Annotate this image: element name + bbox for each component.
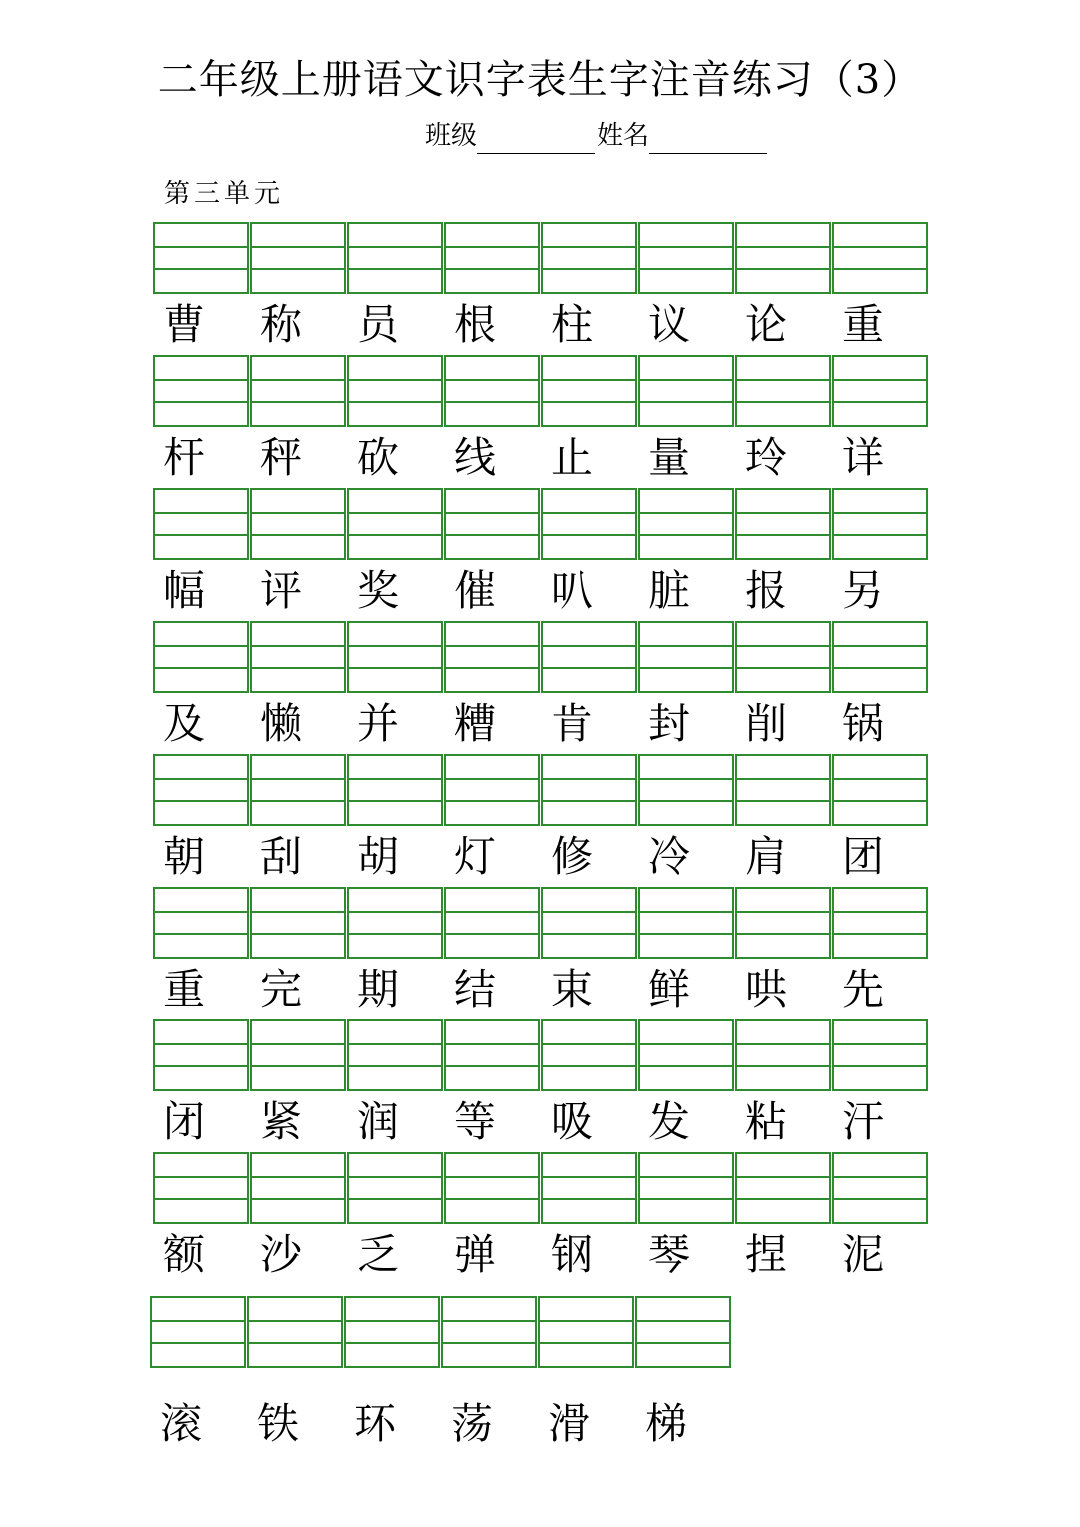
pinyin-cell[interactable] — [250, 222, 346, 294]
pinyin-cell[interactable] — [250, 355, 346, 427]
pinyin-cell[interactable] — [250, 1019, 346, 1091]
pinyin-cell[interactable] — [541, 621, 637, 693]
hanzi-character: 论 — [745, 300, 788, 349]
hanzi-character: 锅 — [842, 699, 885, 748]
pinyin-cell[interactable] — [153, 887, 249, 959]
pinyin-cell[interactable] — [735, 488, 831, 560]
name-label: 姓名 — [597, 121, 650, 151]
hanzi-character: 奖 — [357, 566, 400, 615]
hanzi-character: 琴 — [648, 1230, 691, 1279]
pinyin-cell[interactable] — [347, 887, 443, 959]
pinyin-grid-row — [153, 355, 929, 427]
class-label: 班级 — [425, 121, 478, 151]
pinyin-cell[interactable] — [541, 488, 637, 560]
character-row — [153, 830, 929, 884]
pinyin-cell[interactable] — [638, 1152, 734, 1224]
hanzi-character: 刮 — [260, 832, 303, 881]
pinyin-grid-row — [153, 754, 929, 826]
pinyin-cell[interactable] — [735, 1019, 831, 1091]
pinyin-cell[interactable] — [538, 1296, 634, 1368]
pinyin-cell[interactable] — [150, 1296, 246, 1368]
student-info — [425, 118, 769, 154]
character-row — [153, 1095, 929, 1149]
hanzi-character: 削 — [745, 699, 788, 748]
hanzi-character: 发 — [648, 1097, 691, 1146]
hanzi-character: 汗 — [842, 1097, 885, 1146]
pinyin-cell[interactable] — [347, 355, 443, 427]
hanzi-character: 叭 — [551, 566, 594, 615]
hanzi-character: 紧 — [260, 1097, 303, 1146]
pinyin-cell[interactable] — [832, 754, 928, 826]
pinyin-cell[interactable] — [638, 355, 734, 427]
pinyin-cell[interactable] — [638, 488, 734, 560]
pinyin-cell[interactable] — [735, 1152, 831, 1224]
pinyin-cell[interactable] — [541, 887, 637, 959]
hanzi-character: 及 — [163, 699, 206, 748]
hanzi-character: 沙 — [260, 1230, 303, 1279]
pinyin-cell[interactable] — [444, 887, 540, 959]
hanzi-character: 鲜 — [648, 965, 691, 1014]
name-blank[interactable] — [649, 127, 767, 154]
pinyin-cell[interactable] — [638, 754, 734, 826]
pinyin-cell[interactable] — [441, 1296, 537, 1368]
hanzi-character: 束 — [551, 965, 594, 1014]
pinyin-cell[interactable] — [638, 1019, 734, 1091]
pinyin-cell[interactable] — [347, 754, 443, 826]
hanzi-character: 完 — [260, 965, 303, 1014]
hanzi-character: 粘 — [745, 1097, 788, 1146]
pinyin-cell[interactable] — [541, 1152, 637, 1224]
hanzi-character: 滚 — [160, 1399, 203, 1448]
pinyin-grid-row — [153, 488, 929, 560]
pinyin-cell[interactable] — [444, 1152, 540, 1224]
page-title: 二年级上册语文识字表生字注音练习（3） — [157, 57, 923, 103]
pinyin-cell[interactable] — [444, 355, 540, 427]
pinyin-cell[interactable] — [541, 355, 637, 427]
hanzi-character: 封 — [648, 699, 691, 748]
pinyin-grid-row — [153, 887, 929, 959]
pinyin-cell[interactable] — [638, 887, 734, 959]
hanzi-character: 议 — [648, 300, 691, 349]
hanzi-character: 懒 — [260, 699, 303, 748]
pinyin-cell[interactable] — [250, 488, 346, 560]
hanzi-character: 灯 — [454, 832, 497, 881]
hanzi-character: 肯 — [551, 699, 594, 748]
hanzi-character: 朝 — [163, 832, 206, 881]
pinyin-cell[interactable] — [347, 621, 443, 693]
pinyin-cell[interactable] — [832, 887, 928, 959]
hanzi-character: 团 — [842, 832, 885, 881]
hanzi-character: 催 — [454, 566, 497, 615]
pinyin-cell[interactable] — [541, 222, 637, 294]
pinyin-cell[interactable] — [153, 222, 249, 294]
hanzi-character: 泥 — [842, 1230, 885, 1279]
pinyin-cell[interactable] — [832, 1152, 928, 1224]
pinyin-cell[interactable] — [347, 1019, 443, 1091]
pinyin-grid-row — [153, 1152, 929, 1224]
pinyin-cell[interactable] — [444, 754, 540, 826]
hanzi-character: 线 — [454, 433, 497, 482]
pinyin-cell[interactable] — [638, 621, 734, 693]
pinyin-cell[interactable] — [735, 754, 831, 826]
hanzi-character: 根 — [454, 300, 497, 349]
hanzi-character: 吸 — [551, 1097, 594, 1146]
hanzi-character: 捏 — [745, 1230, 788, 1279]
hanzi-character: 止 — [551, 433, 594, 482]
pinyin-cell[interactable] — [832, 621, 928, 693]
pinyin-cell[interactable] — [541, 754, 637, 826]
pinyin-cell[interactable] — [347, 222, 443, 294]
hanzi-character: 曹 — [163, 300, 206, 349]
pinyin-cell[interactable] — [250, 754, 346, 826]
hanzi-character: 肩 — [745, 832, 788, 881]
hanzi-character: 员 — [357, 300, 400, 349]
pinyin-cell[interactable] — [444, 222, 540, 294]
pinyin-cell[interactable] — [832, 488, 928, 560]
pinyin-grid-row — [153, 621, 929, 693]
hanzi-character: 重 — [163, 965, 206, 1014]
pinyin-cell[interactable] — [153, 754, 249, 826]
hanzi-character: 糟 — [454, 699, 497, 748]
pinyin-cell[interactable] — [832, 222, 928, 294]
character-row — [153, 298, 929, 352]
hanzi-character: 荡 — [451, 1399, 494, 1448]
pinyin-grid-row — [153, 222, 929, 294]
hanzi-character: 冷 — [648, 832, 691, 881]
character-row — [153, 963, 929, 1017]
hanzi-character: 梯 — [645, 1399, 688, 1448]
pinyin-cell[interactable] — [153, 1152, 249, 1224]
hanzi-character: 哄 — [745, 965, 788, 1014]
hanzi-character: 报 — [745, 566, 788, 615]
pinyin-cell[interactable] — [153, 488, 249, 560]
pinyin-cell[interactable] — [444, 1019, 540, 1091]
pinyin-cell[interactable] — [735, 355, 831, 427]
pinyin-cell[interactable] — [250, 887, 346, 959]
hanzi-character: 期 — [357, 965, 400, 1014]
pinyin-cell[interactable] — [153, 355, 249, 427]
pinyin-cell[interactable] — [247, 1296, 343, 1368]
class-blank[interactable] — [477, 127, 595, 154]
pinyin-cell[interactable] — [735, 887, 831, 959]
character-row — [150, 1397, 732, 1451]
character-row — [153, 431, 929, 485]
hanzi-character: 铁 — [257, 1399, 300, 1448]
pinyin-cell[interactable] — [635, 1296, 731, 1368]
pinyin-cell[interactable] — [444, 621, 540, 693]
hanzi-character: 称 — [260, 300, 303, 349]
hanzi-character: 等 — [454, 1097, 497, 1146]
hanzi-character: 胡 — [357, 832, 400, 881]
hanzi-character: 先 — [842, 965, 885, 1014]
character-row — [153, 564, 929, 618]
hanzi-character: 另 — [842, 566, 885, 615]
hanzi-character: 润 — [357, 1097, 400, 1146]
pinyin-grid-row — [150, 1296, 732, 1368]
hanzi-character: 弹 — [454, 1230, 497, 1279]
character-row — [153, 1228, 929, 1282]
hanzi-character: 额 — [163, 1230, 206, 1279]
hanzi-character: 闭 — [163, 1097, 206, 1146]
pinyin-cell[interactable] — [541, 1019, 637, 1091]
pinyin-cell[interactable] — [735, 222, 831, 294]
hanzi-character: 结 — [454, 965, 497, 1014]
hanzi-character: 修 — [551, 832, 594, 881]
pinyin-cell[interactable] — [347, 1152, 443, 1224]
hanzi-character: 评 — [260, 566, 303, 615]
hanzi-character: 详 — [842, 433, 885, 482]
pinyin-grid-row — [153, 1019, 929, 1091]
unit-title: 第三单元 — [164, 179, 285, 209]
pinyin-cell[interactable] — [153, 1019, 249, 1091]
character-row — [153, 697, 929, 751]
hanzi-character: 幅 — [163, 566, 206, 615]
pinyin-cell[interactable] — [444, 488, 540, 560]
hanzi-character: 玲 — [745, 433, 788, 482]
hanzi-character: 重 — [842, 300, 885, 349]
pinyin-cell[interactable] — [832, 355, 928, 427]
hanzi-character: 杆 — [163, 433, 206, 482]
pinyin-cell[interactable] — [347, 488, 443, 560]
hanzi-character: 秤 — [260, 433, 303, 482]
pinyin-cell[interactable] — [153, 621, 249, 693]
hanzi-character: 环 — [354, 1399, 397, 1448]
hanzi-character: 脏 — [648, 566, 691, 615]
pinyin-cell[interactable] — [638, 222, 734, 294]
hanzi-character: 并 — [357, 699, 400, 748]
hanzi-character: 砍 — [357, 433, 400, 482]
pinyin-cell[interactable] — [344, 1296, 440, 1368]
hanzi-character: 钢 — [551, 1230, 594, 1279]
pinyin-cell[interactable] — [735, 621, 831, 693]
hanzi-character: 乏 — [357, 1230, 400, 1279]
pinyin-cell[interactable] — [250, 1152, 346, 1224]
pinyin-cell[interactable] — [832, 1019, 928, 1091]
hanzi-character: 柱 — [551, 300, 594, 349]
hanzi-character: 滑 — [548, 1399, 591, 1448]
pinyin-cell[interactable] — [250, 621, 346, 693]
hanzi-character: 量 — [648, 433, 691, 482]
